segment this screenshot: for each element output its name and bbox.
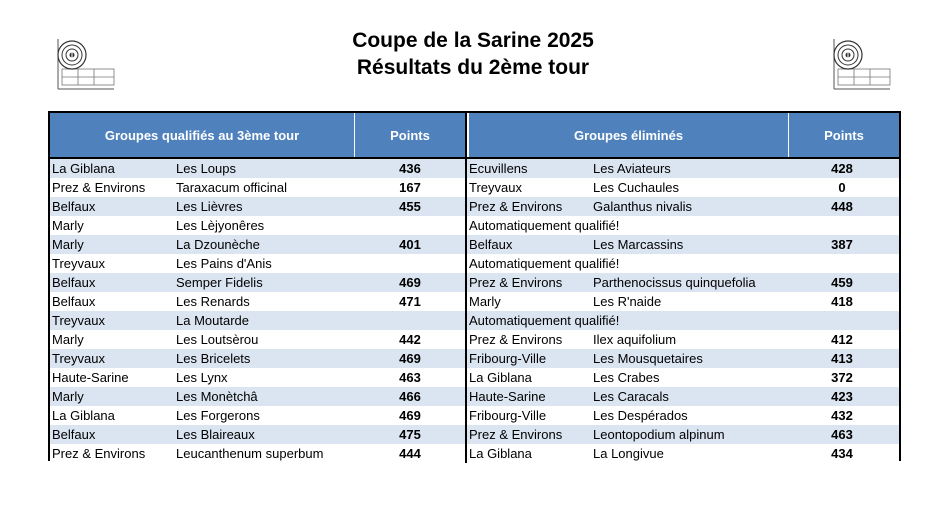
eliminated-club-cell: Fribourg-Ville (469, 408, 547, 423)
target-logo-icon (56, 33, 116, 91)
qualified-club-cell: Prez & Environs (52, 180, 146, 195)
qualified-points-cell (355, 216, 467, 235)
eliminated-club-cell: Belfaux (469, 237, 513, 252)
eliminated-group-cell: Ilex aquifolium (593, 332, 677, 347)
qualified-points-cell: 444 (355, 444, 467, 463)
eliminated-group-cell: Les Marcassins (593, 237, 684, 252)
qualified-points-cell: 455 (355, 197, 467, 216)
table-row (50, 349, 899, 368)
qualified-group-cell: Semper Fidelis (176, 275, 263, 290)
qualified-points-cell: 463 (355, 368, 467, 387)
qualified-group-cell: Les Lynx (176, 370, 228, 385)
eliminated-points-cell: 412 (831, 332, 853, 347)
table-row (50, 159, 899, 178)
qualified-group-cell: Taraxacum officinal (176, 180, 288, 195)
qualified-club-cell: Marly (52, 218, 84, 233)
table-row (50, 178, 899, 197)
eliminated-club-cell: Prez & Environs (469, 332, 563, 347)
title-line-1: Coupe de la Sarine 2025 (352, 29, 594, 52)
table-row (50, 254, 899, 273)
eliminated-group-cell: Les Aviateurs (593, 161, 671, 176)
qualified-points-cell: 442 (355, 330, 467, 349)
eliminated-points-cell: 434 (831, 446, 853, 461)
qualified-group-cell: Les Pains d'Anis (176, 256, 272, 271)
qualified-points-cell: 475 (355, 425, 467, 444)
qualified-points-cell: 401 (355, 235, 467, 254)
eliminated-group-cell: Les R'naide (593, 294, 662, 309)
eliminated-club-cell: Ecuvillens (469, 161, 528, 176)
qualified-points-cell (355, 311, 467, 330)
title-line-2: Résultats du 2ème tour (356, 56, 590, 79)
table-row (50, 406, 899, 425)
eliminated-points-cell: 459 (831, 275, 853, 290)
table-row (50, 197, 899, 216)
qualified-points-cell (355, 254, 467, 273)
auto-qualified-note: Automatiquement qualifié! (469, 218, 620, 233)
eliminated-points-cell: 463 (831, 427, 853, 442)
qualified-club-cell: Belfaux (52, 199, 96, 214)
eliminated-group-cell: Les Mousquetaires (593, 351, 703, 366)
table-row (50, 216, 899, 235)
eliminated-group-cell: Parthenocissus quinquefolia (593, 275, 756, 290)
qualified-group-cell: Les Monètchâ (176, 389, 258, 404)
qualified-club-cell: Belfaux (52, 275, 96, 290)
table-row (50, 330, 899, 349)
eliminated-points-cell: 0 (838, 180, 846, 195)
table-row (50, 273, 899, 292)
eliminated-club-cell: La Giblana (469, 370, 532, 385)
page-title (0, 27, 946, 81)
table-row (50, 368, 899, 387)
qualified-group-cell: Les Lièvres (176, 199, 243, 214)
eliminated-group-cell: Les Cuchaules (593, 180, 679, 195)
qualified-group-cell: Les Loups (176, 161, 236, 176)
qualified-points-cell: 436 (355, 159, 467, 178)
qualified-club-cell: Treyvaux (52, 256, 105, 271)
eliminated-points-cell: 432 (831, 408, 853, 423)
target-logo-icon (832, 33, 892, 91)
table-row (50, 292, 899, 311)
eliminated-club-cell: Marly (469, 294, 501, 309)
eliminated-club-cell: Treyvaux (469, 180, 522, 195)
qualified-group-cell: Les Bricelets (176, 351, 251, 366)
eliminated-group-cell: La Longivue (593, 446, 664, 461)
eliminated-club-cell: Prez & Environs (469, 199, 563, 214)
table-row (50, 444, 899, 463)
qualified-club-cell: Prez & Environs (52, 446, 146, 461)
results-table (48, 111, 901, 461)
qualified-group-cell: Les Blaireaux (176, 427, 255, 442)
eliminated-group-cell: Les Despérados (593, 408, 688, 423)
results-rows (50, 157, 899, 463)
eliminated-group-cell: Galanthus nivalis (593, 199, 692, 214)
eliminated-points-cell: 372 (831, 370, 853, 385)
eliminated-club-cell: Haute-Sarine (469, 389, 546, 404)
qualified-club-cell: La Giblana (52, 161, 115, 176)
eliminated-points-cell: 413 (831, 351, 853, 366)
qualified-group-cell: Les Lèjyonêres (176, 218, 265, 233)
eliminated-group-cell: Les Caracals (593, 389, 669, 404)
eliminated-points-cell: 423 (831, 389, 853, 404)
table-row (50, 425, 899, 444)
eliminated-group-cell: Leontopodium alpinum (593, 427, 725, 442)
eliminated-group-cell: Les Crabes (593, 370, 660, 385)
auto-qualified-note: Automatiquement qualifié! (469, 256, 620, 271)
qualified-group-cell: Les Forgerons (176, 408, 260, 423)
table-row (50, 387, 899, 406)
auto-qualified-note: Automatiquement qualifié! (469, 313, 620, 328)
qualified-points-cell: 469 (355, 406, 467, 425)
eliminated-points-cell: 418 (831, 294, 853, 309)
qualified-club-cell: Treyvaux (52, 351, 105, 366)
qualified-points-cell: 469 (355, 349, 467, 368)
header-qualified-points: Points (355, 113, 467, 157)
qualified-club-cell: Belfaux (52, 427, 96, 442)
qualified-group-cell: Leucanthenum superbum (176, 446, 324, 461)
qualified-club-cell: Marly (52, 389, 84, 404)
qualified-club-cell: La Giblana (52, 408, 115, 423)
qualified-club-cell: Marly (52, 332, 84, 347)
table-row (50, 235, 899, 254)
qualified-club-cell: Marly (52, 237, 84, 252)
qualified-group-cell: La Moutarde (176, 313, 249, 328)
eliminated-club-cell: Fribourg-Ville (469, 351, 547, 366)
qualified-group-cell: Les Renards (176, 294, 250, 309)
qualified-points-cell: 471 (355, 292, 467, 311)
qualified-club-cell: Treyvaux (52, 313, 105, 328)
qualified-club-cell: Belfaux (52, 294, 96, 309)
table-row (50, 311, 899, 330)
eliminated-points-cell: 387 (831, 237, 853, 252)
qualified-points-cell: 167 (355, 178, 467, 197)
eliminated-points-cell: 428 (831, 161, 853, 176)
eliminated-club-cell: Prez & Environs (469, 427, 563, 442)
qualified-points-cell: 466 (355, 387, 467, 406)
header-eliminated-groups: Groupes éliminés (469, 113, 789, 157)
qualified-group-cell: La Dzounèche (176, 237, 260, 252)
qualified-points-cell: 469 (355, 273, 467, 292)
header-qualified-groups: Groupes qualifiés au 3ème tour (50, 113, 355, 157)
header-eliminated-points: Points (789, 113, 899, 157)
eliminated-club-cell: La Giblana (469, 446, 532, 461)
eliminated-club-cell: Prez & Environs (469, 275, 563, 290)
qualified-group-cell: Les Loutsèrou (176, 332, 259, 347)
eliminated-points-cell: 448 (831, 199, 853, 214)
qualified-club-cell: Haute-Sarine (52, 370, 129, 385)
